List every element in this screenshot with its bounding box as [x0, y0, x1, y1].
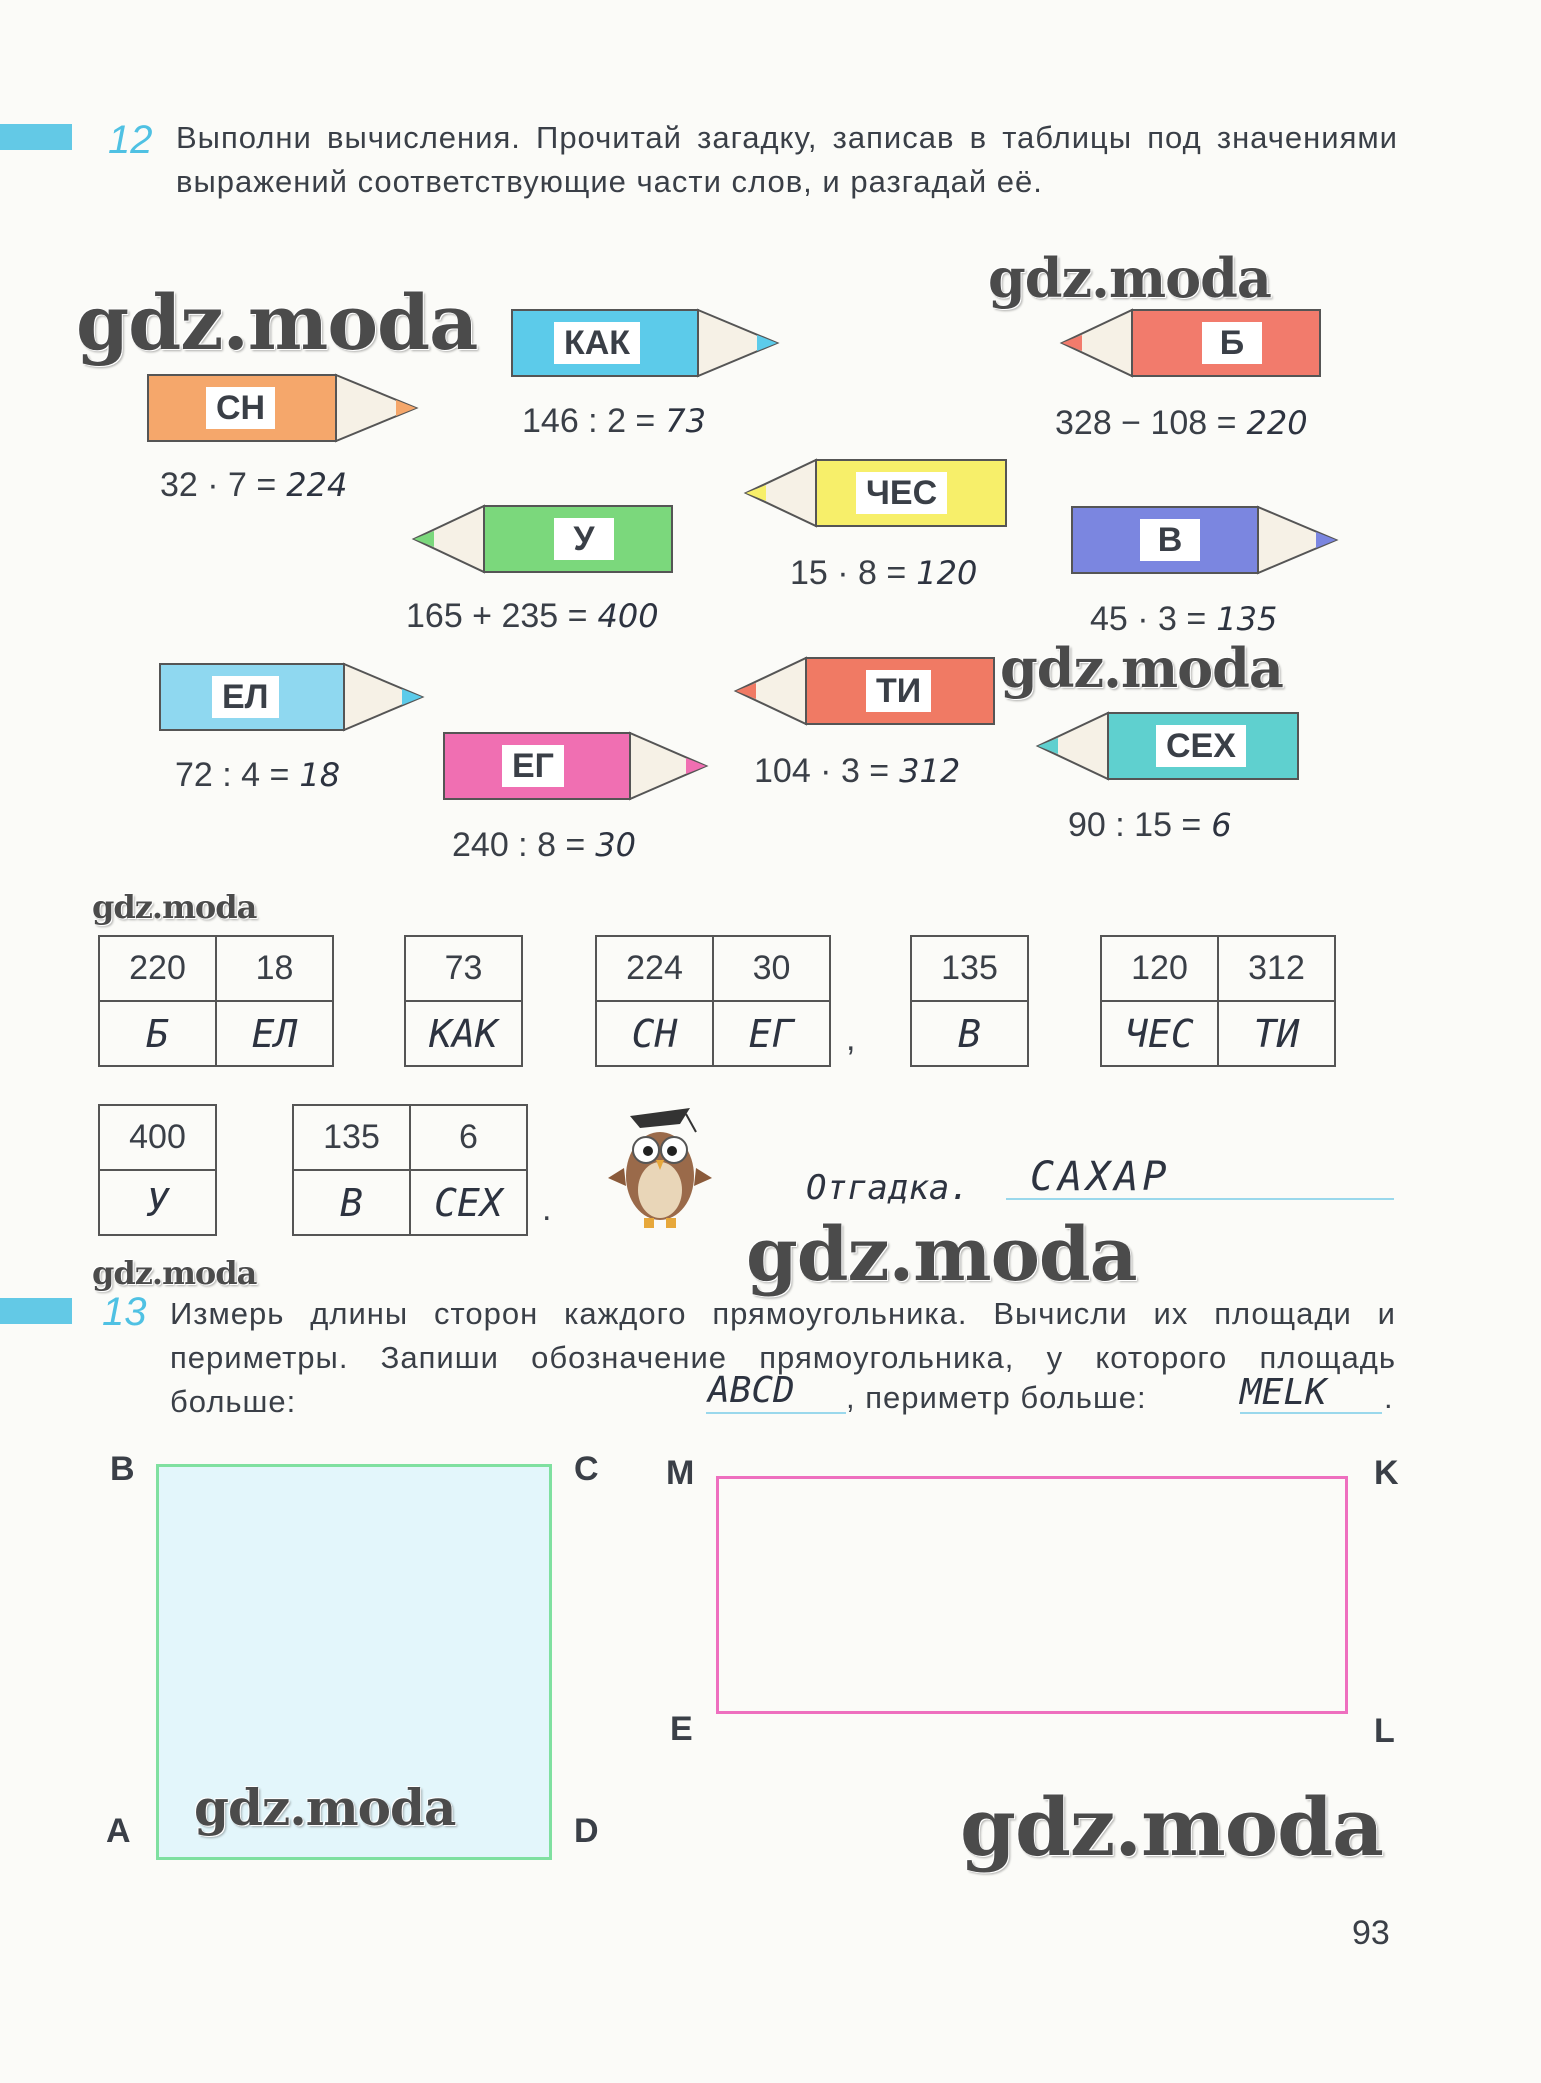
point-k-label: K — [1374, 1454, 1399, 1492]
pencil-label: ТИ — [866, 670, 931, 712]
point-l-label: L — [1374, 1712, 1395, 1750]
table-value: 30 — [713, 936, 830, 1001]
pencil-label: ЧЕС — [856, 472, 947, 514]
period-mark: . — [542, 1190, 552, 1228]
pencil-u — [414, 506, 674, 572]
expression-sn: 32 · 7 = 224 — [160, 466, 348, 504]
table-word[interactable]: ЕГ — [713, 1001, 830, 1066]
answer-table-7 — [292, 1104, 528, 1236]
expression-u: 165 + 235 = 400 — [406, 597, 659, 635]
area-answer-line[interactable] — [706, 1412, 846, 1414]
table-value: 6 — [410, 1105, 527, 1170]
expression-eg: 240 : 8 = 30 — [452, 826, 636, 864]
table-value: 73 — [405, 936, 522, 1001]
pencil-v — [1072, 507, 1336, 573]
pencil-kak — [512, 310, 777, 376]
rectangle-melk — [716, 1476, 1348, 1714]
expression-v: 45 · 3 = 135 — [1090, 600, 1278, 638]
task-12-number: 12 — [108, 118, 153, 162]
table-value: 400 — [99, 1105, 216, 1170]
table-value: 312 — [1218, 936, 1335, 1001]
point-a-label: A — [106, 1812, 131, 1850]
pencil-label: СЕХ — [1156, 725, 1246, 767]
table-word[interactable]: В — [293, 1170, 410, 1235]
watermark: gdz.moda — [1000, 636, 1283, 700]
table-word[interactable]: Б — [99, 1001, 216, 1066]
area-answer: ABCD — [708, 1370, 795, 1411]
table-value: 18 — [216, 936, 333, 1001]
pencil-ti — [736, 658, 996, 724]
task-13-marker — [0, 1298, 72, 1324]
comma-mark: , — [846, 1020, 856, 1058]
table-word[interactable]: У — [99, 1170, 216, 1235]
perimeter-answer: MELK — [1240, 1372, 1327, 1413]
table-value: 135 — [293, 1105, 410, 1170]
watermark: gdz.moda — [746, 1212, 1137, 1298]
table-value: 224 — [596, 936, 713, 1001]
expression-el: 72 : 4 = 18 — [175, 756, 341, 794]
riddle-answer: САХАР — [1030, 1154, 1171, 1200]
watermark: gdz.moda — [76, 278, 478, 367]
pencil-label: СН — [206, 387, 275, 429]
task-13-number: 13 — [102, 1290, 147, 1334]
task-12-marker — [0, 124, 72, 150]
table-word[interactable]: ТИ — [1218, 1001, 1335, 1066]
pencil-label: У — [554, 518, 614, 560]
answer-table-5 — [1100, 935, 1336, 1067]
watermark: gdz.moda — [960, 1780, 1383, 1874]
answer-table-2 — [404, 935, 523, 1067]
expression-kak: 146 : 2 = 73 — [522, 402, 706, 440]
table-word[interactable]: КАК — [405, 1001, 522, 1066]
table-word[interactable]: ЕЛ — [216, 1001, 333, 1066]
table-value: 135 — [911, 936, 1028, 1001]
task-13-text: Измерь длины сторон каждого прямоугольника. Вычисли их площади и периметры. Запиши обозначение прямоугольника, у которого площадь больше: — [170, 1296, 1396, 1419]
pencil-ches — [746, 460, 1008, 526]
point-e-label: E — [670, 1710, 693, 1748]
perimeter-prompt: , периметр больше: — [846, 1380, 1147, 1415]
point-d-label: D — [574, 1812, 599, 1850]
answer-table-4 — [910, 935, 1029, 1067]
pencil-el — [160, 664, 422, 730]
pencil-label: ЕЛ — [212, 676, 279, 718]
answer-table-6 — [98, 1104, 217, 1236]
owl-illustration — [600, 1098, 720, 1234]
expression-ches: 15 · 8 = 120 — [790, 554, 978, 592]
watermark: gdz.moda — [988, 246, 1271, 310]
page-number: 93 — [1352, 1914, 1390, 1952]
table-word[interactable]: В — [911, 1001, 1028, 1066]
table-word[interactable]: СЕХ — [410, 1170, 527, 1235]
watermark: gdz.moda — [92, 1254, 257, 1292]
point-b-label: B — [110, 1450, 135, 1488]
pencil-label: В — [1140, 519, 1200, 561]
pencil-b — [1062, 310, 1322, 376]
watermark: gdz.moda — [194, 1778, 456, 1837]
pencil-eg — [444, 733, 706, 799]
riddle-label: Отгадка. — [806, 1168, 970, 1208]
expression-b: 328 − 108 = 220 — [1055, 404, 1308, 442]
watermark: gdz.moda — [92, 888, 257, 926]
answer-table-3 — [595, 935, 831, 1067]
pencil-label: ЕГ — [502, 745, 564, 787]
table-value: 220 — [99, 936, 216, 1001]
expression-ti: 104 · 3 = 312 — [754, 752, 961, 790]
task-12-text: Выполни вычисления. Прочитай загадку, записав в таблицы под значениями выражений соответствующие части слов, и разгадай её. — [176, 120, 1398, 199]
pencil-seh — [1038, 713, 1300, 779]
table-word[interactable]: СН — [596, 1001, 713, 1066]
answer-table-1 — [98, 935, 334, 1067]
table-word[interactable]: ЧЕС — [1101, 1001, 1218, 1066]
table-value: 120 — [1101, 936, 1218, 1001]
expression-seh: 90 : 15 = 6 — [1068, 806, 1232, 844]
point-c-label: C — [574, 1450, 599, 1488]
point-m-label: M — [666, 1454, 695, 1492]
pencil-label: Б — [1202, 322, 1262, 364]
sentence-end: . — [1384, 1380, 1393, 1415]
pencil-label: КАК — [554, 322, 640, 364]
pencil-sn — [148, 375, 416, 441]
